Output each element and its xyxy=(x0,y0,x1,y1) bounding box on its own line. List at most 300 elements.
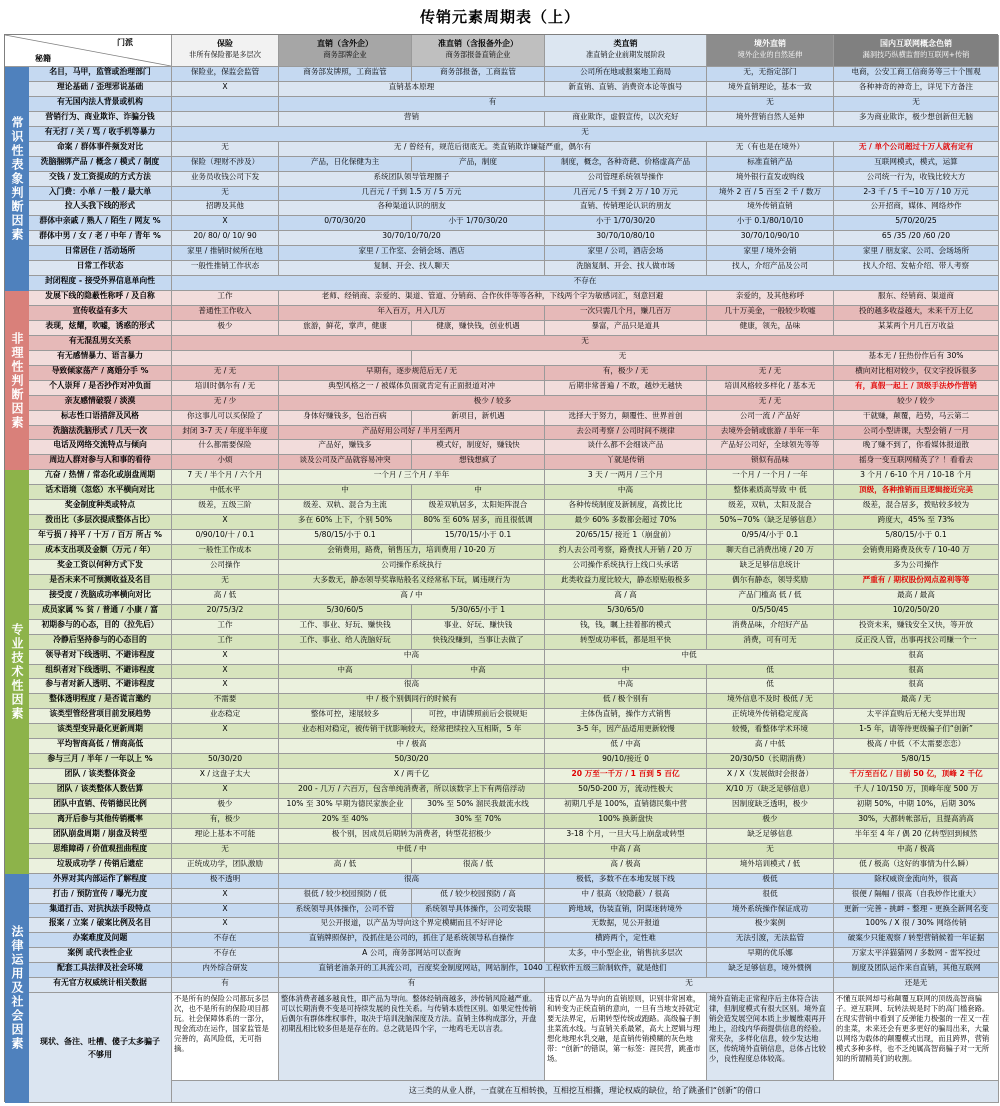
row-label: 标志性口语措辞及风格 xyxy=(29,411,172,426)
row-label: 思维障碍 / 价值观扭曲程度 xyxy=(29,844,172,859)
table-cell: 50%~70%（缺乏足够信息） xyxy=(707,515,834,530)
table-cell: 无 xyxy=(172,336,999,351)
row-label: 有无国内法人背景或机构 xyxy=(29,97,172,112)
table-cell: 公司统一行为，收钱比较大方 xyxy=(834,172,999,187)
table-cell: 反正没人管，出事再找公司赚一个一 xyxy=(834,635,999,650)
row-label: 垃圾成功学 / 传销后遗症 xyxy=(29,859,172,874)
table-cell: 1-5 年，请等待更级骗子们“创新” xyxy=(834,724,999,739)
row-label: 群体中亲戚 / 熟人 / 陌生 / 网友 % xyxy=(29,216,172,231)
table-cell: 5/30/65/小于 1 xyxy=(412,605,545,620)
table-cell: 旅游，鲜花，掌声，健康 xyxy=(279,321,412,336)
table-cell: 直销基本原理 xyxy=(279,82,545,97)
table-cell: 顶级，各种推销而且逻辑接近完美 xyxy=(834,485,999,500)
table-cell: 培训风格较多样化 / 基本无 xyxy=(707,381,834,396)
row-label: 有无感情暴力、语言暴力 xyxy=(29,351,172,366)
table-cell: 投的越多收益越大，未来千万上亿 xyxy=(834,306,999,321)
periodic-table-grid xyxy=(4,34,998,1102)
table-cell: 丫就是传销 xyxy=(545,455,707,470)
table-cell: 境外培训模式 / 低 xyxy=(707,859,834,874)
row-label: 领导者对下线透明、不避讳程度 xyxy=(29,650,172,665)
section-label-3: 专业技术性因素 xyxy=(5,470,29,873)
table-cell: 级差、双轨、混合为主流 xyxy=(279,500,412,515)
row-label: 拨出比（多层次提成整体占比） xyxy=(29,515,172,530)
table-cell: 很高 xyxy=(834,665,999,680)
table-cell: 早期有，逐步规范后无 / 无 xyxy=(279,366,545,381)
table-cell: 无 xyxy=(412,351,834,366)
table-cell: 高 / 中 xyxy=(279,590,545,605)
table-cell xyxy=(172,112,279,127)
table-cell: 健康，领先，品味 xyxy=(707,321,834,336)
table-cell: 中高 / 高 xyxy=(545,844,707,859)
table-cell: 想钱想疯了 xyxy=(412,455,545,470)
table-cell: 老师、经销商、亲爱的、渠道、管道、分销商、合作伙伴等等各种，下线两个字为敏感词汇，刻意回避 xyxy=(279,291,707,306)
table-cell: 理论上基本不可能 xyxy=(172,829,279,844)
row-label: 配套工具法律及社会环境 xyxy=(29,963,172,978)
table-cell: 无，无指定部门 xyxy=(707,67,834,82)
column-header-subtitle: 商务部牌企业 xyxy=(323,50,367,59)
table-cell: X/10 万（缺乏足够信息） xyxy=(707,784,834,799)
row-label: 整体透明程度 / 是否谎言邀约 xyxy=(29,694,172,709)
column-header-subtitle: 商务部报备直销企业 xyxy=(445,50,511,59)
table-cell: 极少案例 xyxy=(707,918,834,933)
table-cell: 很便 / 隔幅 / 很高（自我炒作比重大） xyxy=(834,889,999,904)
table-cell: 典型风格之一 / 被媒体负面就肯定有正面报道对冲 xyxy=(279,381,545,396)
table-cell: 200 - 几万 / 六百万，包含单纯消费者，所以该数字上下有两倍浮动 xyxy=(279,784,545,799)
table-cell: 约人去公司考察，路费找人开销 / 20 万 xyxy=(545,545,707,560)
table-cell: 消费品味，介绍好产品 xyxy=(707,620,834,635)
column-header-name: 准直销（含报备外企） xyxy=(438,39,518,48)
row-label: 群体中男 / 女 / 老 / 中年 / 青年 % xyxy=(29,231,172,246)
table-cell: 很低 xyxy=(707,889,834,904)
table-cell: X xyxy=(172,82,279,97)
table-cell: 初期 50%，中期 10%，后期 30% xyxy=(834,799,999,814)
row-label: 组织者对下线透明、不避讳程度 xyxy=(29,665,172,680)
column-header-name: 国内互联网概念色销 xyxy=(880,39,952,48)
table-cell: 锁似有品味 xyxy=(707,455,834,470)
page-title: 传销元素周期表（上） xyxy=(419,8,580,26)
table-cell: 20/ 80/ 0/ 10/ 90 xyxy=(172,231,279,246)
section-label-1: 常识性表象判断因素 xyxy=(5,67,29,291)
table-cell: 家里 / 推销时候所在地 xyxy=(172,246,279,261)
table-cell: 产品，制度 xyxy=(412,157,545,172)
table-cell: 极少 / 较多 xyxy=(279,396,707,411)
table-cell: 境外 2 百 / 5 百至 2 千 / 数万 xyxy=(707,187,834,202)
table-cell: 太平洋直购后无秘大变异出现 xyxy=(834,709,999,724)
table-cell: 很高 xyxy=(834,679,999,694)
table-cell: 转型成功率低，都是坦平快 xyxy=(545,635,707,650)
remarks-cell: 不是所有的保险公司都玩多层次，也不是所有的保险项目都玩。社会保障体系的一部分，现金流动在运作，国家监管是完善的，高风险低，无可指摘。 xyxy=(172,993,279,1081)
table-cell: 极个别，因成员后期转为消费者，转型花招极少 xyxy=(279,829,545,844)
row-label: 宣传收益有多大 xyxy=(29,306,172,321)
table-cell: 产品好公司好，全球领先等等 xyxy=(707,440,834,455)
corner-bottom-label: 秘籍 xyxy=(35,54,51,63)
table-cell: 50/30/20 xyxy=(172,754,279,769)
table-cell: 业务员收钱公司下发 xyxy=(172,172,279,187)
column-header-name: 类直销 xyxy=(613,39,638,48)
table-cell: 无 / 单个公司超过十万人就有定有 xyxy=(834,142,999,157)
table-cell: 摇身一变互联网精英了？！看看去 xyxy=(834,455,999,470)
table-cell: 横跨两个，定性难 xyxy=(545,933,707,948)
table-cell: 高 / 低 xyxy=(279,859,412,874)
column-header-subtitle: 漏洞技巧纵横监督的互联网+传销 xyxy=(862,50,970,59)
table-cell: 50/30/20 xyxy=(279,754,545,769)
table-cell: 还是无 xyxy=(834,978,999,993)
column-header-subtitle: 非所有保险都是多层次 xyxy=(189,50,261,59)
table-cell: 3-18 个月，一旦大马上崩盘或转型 xyxy=(545,829,707,844)
table-cell: 不存在 xyxy=(172,933,279,948)
row-label: 平均智商高低 / 情商高低 xyxy=(29,739,172,754)
table-cell: 会销费用路费及伙专 / 10-40 万 xyxy=(834,545,999,560)
table-cell: 高 / 高 xyxy=(545,590,707,605)
table-cell: 有，真假一起上 / 顶级手法炒作营销 xyxy=(834,381,999,396)
table-cell: 早期的优乐娜 xyxy=(707,948,834,963)
row-label: 交钱 / 发工资提成的方式方法 xyxy=(29,172,172,187)
table-cell: 招聘及其他 xyxy=(172,201,279,216)
table-cell: 缺乏足够信息 xyxy=(707,829,834,844)
table-cell: 3 天 / 一两月 / 三个月 xyxy=(545,470,707,485)
row-label: 日常工作状态 xyxy=(29,261,172,276)
row-label: 导致倾家荡产 / 离婚分手 % xyxy=(29,366,172,381)
table-cell: 几十万美金，一般较少吹嘘 xyxy=(707,306,834,321)
table-cell: 较慢，看整体学术环境 xyxy=(707,724,834,739)
table-cell: 最高 / 最高 xyxy=(834,590,999,605)
table-cell: 很高 / 低 xyxy=(412,859,545,874)
row-label: 接受度 / 洗脑成功率横向对比 xyxy=(29,590,172,605)
table-cell: 65 /35 /20 /60 /20 xyxy=(834,231,999,246)
table-cell: 很高 xyxy=(834,650,999,665)
table-cell: 15/70/15/小于 0.1 xyxy=(412,530,545,545)
table-cell: 公司操作 xyxy=(172,560,279,575)
table-cell: 5/80/15/小于 0.1 xyxy=(279,530,412,545)
table-cell: 无 / 无 xyxy=(707,396,834,411)
table-cell: 有 xyxy=(279,97,707,112)
row-label: 电话及网络交流特点与倾向 xyxy=(29,440,172,455)
row-label: 理论基础 / 歪理邪说基础 xyxy=(29,82,172,97)
table-cell: 跨度大，45% 至 73% xyxy=(834,515,999,530)
column-header-3 xyxy=(412,35,545,67)
table-cell: 产品门槛高 低 / 低 xyxy=(707,590,834,605)
table-cell: 干就赚，颠覆，趋势，马云第二 xyxy=(834,411,999,426)
table-cell: 5/30/60/5 xyxy=(279,605,412,620)
column-header-6 xyxy=(834,35,999,67)
table-cell: 钱，钱，瞩上挂着都的模式 xyxy=(545,620,707,635)
table-cell: 无 xyxy=(172,844,279,859)
table-cell: 中高 / 极高 xyxy=(834,844,999,859)
table-cell: 较少 / 较少 xyxy=(834,396,999,411)
row-label: 表现，炫耀，吹嘘，诱惑的形式 xyxy=(29,321,172,336)
row-label: 年亏损 / 持平 / 十万 / 百万 所占 % xyxy=(29,530,172,545)
table-cell: 晚了赚不到了，你看媒体报道散 xyxy=(834,440,999,455)
table-cell: X xyxy=(172,679,279,694)
row-label: 离开后参与其他传销概率 xyxy=(29,814,172,829)
table-cell: 此类收益力度比较大，静态原贴般极多 xyxy=(545,575,707,590)
table-cell: 小烦 xyxy=(172,455,279,470)
row-label: 入门费：小单 / 一般 / 最大单 xyxy=(29,187,172,202)
row-label: 团队 / 该类整体人数估算 xyxy=(29,784,172,799)
table-cell: 谈什么都不会细谈产品 xyxy=(545,440,707,455)
row-label: 是否未来不可预测收益及名目 xyxy=(29,575,172,590)
table-cell: 中 xyxy=(412,485,545,500)
table-cell: 大多数无，静态领导奖靠贴般名义经常私下玩，属违规行为 xyxy=(279,575,545,590)
table-cell: 低 / 极高（这好的事情为什么瞬） xyxy=(834,859,999,874)
row-label: 团队中直销、传销德民比例 xyxy=(29,799,172,814)
table-cell: 10% 至 30% 早期为德民家族企业 xyxy=(279,799,412,814)
table-cell: 服东、经销商、渠道商 xyxy=(834,291,999,306)
table-cell: 系统领导具体操作，公司安装眼 xyxy=(412,904,545,919)
table-cell: 不存在 xyxy=(172,276,999,291)
table-cell: 100% / X 很 / 30% 网络传销 xyxy=(834,918,999,933)
table-cell: 有，极少 / 无 xyxy=(545,366,707,381)
table-cell: 产品好，赚钱多 xyxy=(279,440,412,455)
table-cell: X xyxy=(172,216,279,231)
table-cell: 千万至百亿 / 目前 50 亿，顶峰 2 千亿 xyxy=(834,769,999,784)
table-cell: 高 / 低 xyxy=(172,590,279,605)
table-cell: 公司小型讲课，大型会销 / 一月 xyxy=(834,426,999,441)
table-cell: 基本无 / 狂热份作后有 30% xyxy=(834,351,999,366)
remarks-cell: 违背以产品为导向的直销原则，识别非常困难，和转变为正统直销的意向，一旦有当地支持就定要无法界定，后期转型传统或跑路。高级骗子割韭菜流水线。与直销关系最紧，高大上逻辑与理想化地理水乳交融，是直销传销模糊的灰色地带：“创新”的错误，第一标签：涯民营，跳蚤市场。 xyxy=(545,993,707,1081)
table-cell: 无 xyxy=(172,127,999,142)
table-cell: 极低，多数不在本地发展下线 xyxy=(545,874,707,889)
table-cell: 50/50-200 万，流动性极大 xyxy=(545,784,707,799)
table-cell: 家里 / 境外会销 xyxy=(707,246,834,261)
row-label: 封闭程度 - 接受外界信息单向性 xyxy=(29,276,172,291)
table-cell: 公司管理系统领导操作 xyxy=(545,172,707,187)
table-cell: 公司一流 / 产品好 xyxy=(707,411,834,426)
row-label: 办案难度及问题 xyxy=(29,933,172,948)
table-cell: 暴富，产品只是道具 xyxy=(545,321,707,336)
row-label: 该类型管经营项目前发展趋势 xyxy=(29,709,172,724)
table-cell: 20/30/50（长期消费） xyxy=(707,754,834,769)
table-cell: 去境外会销或旅游 / 半年一年 xyxy=(707,426,834,441)
table-cell: 谈及公司及产品就容易冲突 xyxy=(279,455,412,470)
row-label: 成员家属 % 贫 / 普通 / 小康 / 富 xyxy=(29,605,172,620)
table-cell: 20/65/15/ 接近 1（崩盘前） xyxy=(545,530,707,545)
table-cell: 无 xyxy=(545,978,834,993)
table-cell: 无（有也是在境外） xyxy=(707,142,834,157)
table-cell: 内外综合研发 xyxy=(172,963,279,978)
table-cell: 无 xyxy=(172,575,279,590)
table-cell: 商务部报备，工商监管 xyxy=(412,67,545,82)
table-cell: 3 个月 / 6-10 个月 / 10-18 个月 xyxy=(834,470,999,485)
table-cell: 级差，混合居多，拨贴较多较为 xyxy=(834,500,999,515)
table-cell: 30/70/10/90/10 xyxy=(707,231,834,246)
table-cell: 保险业，保监会监管 xyxy=(172,67,279,82)
table-cell: 业态相对稳定，被传销干扰影响较大，经常把续拉入互相斯，5 年 xyxy=(279,724,545,739)
table-cell: 新项目，新机遇 xyxy=(412,411,545,426)
table-cell: 很高 xyxy=(279,874,545,889)
table-cell: X xyxy=(172,724,279,739)
corner-diagonal-line xyxy=(5,35,171,66)
table-cell: 20/75/3/2 xyxy=(172,605,279,620)
table-cell: 10/20/50/20 xyxy=(834,605,999,620)
table-cell: 健康，赚快钱，创业机遇 xyxy=(412,321,545,336)
table-cell: 无 / 曾经有，规范后彻底无。类直销欺诈嫌疑严重，偶尔有 xyxy=(279,142,707,157)
table-cell: 多为商业欺诈，极少想创新但无脑 xyxy=(834,112,999,127)
table-cell: 产品好用公司好 / 半月至两月 xyxy=(279,426,545,441)
table-cell: 境外传销直销 xyxy=(707,201,834,216)
table-cell: 无数据，见公开报道 xyxy=(545,918,707,933)
row-label: 周边人群对参与人和事的看待 xyxy=(29,455,172,470)
table-cell: 很高 xyxy=(279,679,545,694)
table-cell: 业态稳定 xyxy=(172,709,279,724)
table-cell: 5/80/15 xyxy=(834,754,999,769)
table-cell: 商务部发牌照，工商监管 xyxy=(279,67,412,82)
table-cell: 选择大于努力，颠覆性、世界首创 xyxy=(545,411,707,426)
row-label: 发展下线的隐蔽性称呼 / 及自称 xyxy=(29,291,172,306)
table-cell: 整体可控，速展较多 xyxy=(279,709,412,724)
table-cell: 一个月 / 一个月 / 一年 xyxy=(707,470,834,485)
table-cell: X xyxy=(172,650,279,665)
table-cell: 5/70/20/25 xyxy=(834,216,999,231)
row-label: 集道打击、对抗执法手段特点 xyxy=(29,904,172,919)
column-header-subtitle: 准直销企业前期发展阶段 xyxy=(585,50,666,59)
table-cell: 极少 xyxy=(707,814,834,829)
row-label: 名目，马甲，监管或治理部门 xyxy=(29,67,172,82)
table-cell: 5/80/15/小于 0.1 xyxy=(834,530,999,545)
table-cell: 境外营销自然人延伸 xyxy=(707,112,834,127)
table-cell: 公开招商，媒体、网络炒作 xyxy=(834,201,999,216)
column-header-1 xyxy=(172,35,279,67)
column-header-2 xyxy=(279,35,412,67)
table-cell: 0/90/10/十 / 0.1 xyxy=(172,530,279,545)
table-cell: 新直销、直销、消费资本论等旗号 xyxy=(545,82,707,97)
table-cell: 会销费用，路费，销售压力，培训费用 / 10-20 万 xyxy=(279,545,545,560)
table-cell: 家里 / 朋友家、公司、会场场所 xyxy=(834,246,999,261)
row-label: 营销行为、商业欺诈、诈骗分钱 xyxy=(29,112,172,127)
table-cell xyxy=(172,97,279,112)
table-cell: 低 xyxy=(707,665,834,680)
section-label-4: 法律运用及社会因素 xyxy=(5,874,29,1104)
table-cell: 30%，大都转帐部后，且提高消高 xyxy=(834,814,999,829)
row-label: 成本支出项及金额（万元 / 年） xyxy=(29,545,172,560)
table-cell: 投资未来，赚钱安全又快，等开放 xyxy=(834,620,999,635)
row-label: 个人崇拜 / 是否抄作对冲负面 xyxy=(29,381,172,396)
table-cell: 营销 xyxy=(279,112,545,127)
table-cell: 除权威资金流向外，很高 xyxy=(834,874,999,889)
table-cell: 你这事儿可以买保险了 xyxy=(172,411,279,426)
table-cell: 中高 xyxy=(545,679,707,694)
table-cell: 高 / 中低 xyxy=(707,739,834,754)
table-cell: 20% 至 40% xyxy=(279,814,412,829)
table-cell: 培训时偶尔有 / 无 xyxy=(172,381,279,396)
table-cell: 30/70/10/80/10 xyxy=(545,231,707,246)
row-label: 拉人头我下线的形式 xyxy=(29,201,172,216)
table-cell: 中高 xyxy=(412,665,545,680)
table-cell: 极少 xyxy=(172,321,279,336)
table-cell: 复制、开会、找人聊天 xyxy=(279,261,545,276)
table-cell: 中 / 极高 xyxy=(279,739,545,754)
table-cell: 亲爱的，及其他称呼 xyxy=(707,291,834,306)
table-cell: X xyxy=(172,784,279,799)
table-cell: 小于 0.1/80/10/10 xyxy=(707,216,834,231)
table-cell: 制度，概念，各种奇葩、价格虚高产品 xyxy=(545,157,707,172)
table-cell: 偶尔有静态，领导奖励 xyxy=(707,575,834,590)
table-cell: 80% 至 60% 居多，而且很低调 xyxy=(412,515,545,530)
table-cell: 30% 至 50% 溜民我最流水线 xyxy=(412,799,545,814)
row-label: 参与三月 / 半年 / 一年以上 % xyxy=(29,754,172,769)
table-cell: 无 xyxy=(707,97,834,112)
row-label: 洗脑法洗脑形式 / 几天一次 xyxy=(29,426,172,441)
table-cell: X xyxy=(172,665,279,680)
row-label: 命案 / 群体事件频发对比 xyxy=(29,142,172,157)
row-label: 冷静后坚持参与的心态目的 xyxy=(29,635,172,650)
table-cell: 千人 / 10/150 万，顶峰年度 500 万 xyxy=(834,784,999,799)
table-cell: 工作 xyxy=(172,291,279,306)
row-label: 奖金制度种类或特点 xyxy=(29,500,172,515)
table-cell: 整体素质高导致 中 低 xyxy=(707,485,834,500)
corner-header xyxy=(5,35,172,67)
row-label: 该类型变异最化更新周期 xyxy=(29,724,172,739)
table-cell: 最少 60% 多数都会超过 70% xyxy=(545,515,707,530)
table-cell: 级差双轨居多，太阳矩阵混合 xyxy=(412,500,545,515)
corner-top-label: 门派 xyxy=(117,38,133,47)
table-cell: 30/70/10/70/20 xyxy=(279,231,545,246)
table-cell: 各种传统制度及新制度，高拨比比 xyxy=(545,500,707,515)
row-label: 报案 / 立案 / 破案比例及名目 xyxy=(29,918,172,933)
row-label: 亢奋 / 热情 / 常态化或崩盘周期 xyxy=(29,470,172,485)
table-cell: 中低 / 中 xyxy=(279,844,545,859)
table-cell: 严重有 / 期权股份网点盈利等等 xyxy=(834,575,999,590)
table-cell: 有 xyxy=(172,978,279,993)
table-cell: 级差，双轨，太阳及混合 xyxy=(707,500,834,515)
table-cell: 去公司考察 / 公司时间不规律 xyxy=(545,426,707,441)
table-cell: 工作 xyxy=(172,635,279,650)
table-cell: 制度及团队运作来自直销，其他互联网 xyxy=(834,963,999,978)
table-cell: 中 / 极个别偶同行的时候有 xyxy=(279,694,545,709)
table-cell: 公司所在地或报案地工商局 xyxy=(545,67,707,82)
row-label: 日常居住 / 活动场所 xyxy=(29,246,172,261)
row-label: 有无官方权威统计相关数据 xyxy=(29,978,172,993)
table-cell: 3-5 年，因产品适用更新较慢 xyxy=(545,724,707,739)
remarks-footer: 这三类的从业人群，一直就在互相转换，互相挖互相撕，理论权威的缺位，给了跳蚤们“创新”的借口 xyxy=(172,1081,999,1103)
table-cell: 家里 / 工作室、会销会场、酒店 xyxy=(279,246,545,261)
table-cell: 有 xyxy=(279,978,545,993)
row-label: 参与者对新人透明、不避讳程度 xyxy=(29,679,172,694)
table-cell: 更新一完善 - 挑衅 - 整理 - 更换全新网名变 xyxy=(834,904,999,919)
table-cell: 无 / 无 xyxy=(707,366,834,381)
table-cell: 快钱没赚到，当事让去做了 xyxy=(412,635,545,650)
table-cell: 级差，五级三阶 xyxy=(172,500,279,515)
table-cell: 跨地域，伪装直销，阴谋迷转境外 xyxy=(545,904,707,919)
section-label-2: 非理性判断因素 xyxy=(5,291,29,470)
row-label: 亲友感情破裂 / 淡漠 xyxy=(29,396,172,411)
row-label: 打击 / 预防宣传 / 曝光力度 xyxy=(29,889,172,904)
table-cell: 境外直销理论，基本一致 xyxy=(707,82,834,97)
row-label: 有无打 / 关 / 骂 / 收手机等暴力 xyxy=(29,127,172,142)
table-cell: 公司操作系统执行 xyxy=(279,560,545,575)
column-header-name: 直销（含外企） xyxy=(317,39,373,48)
table-cell: 一次只需几个月，赚几百万 xyxy=(545,306,707,321)
table-cell: 中 / 很高（较隐蔽）/ 很高 xyxy=(545,889,707,904)
table-cell: 很低 / 较少校园预防 / 低 xyxy=(279,889,412,904)
table-cell: 高 / 极高 xyxy=(545,859,707,874)
table-cell: 极不透明 xyxy=(172,874,279,889)
table-cell: 低 / 中高 xyxy=(545,739,707,754)
table-cell: 事业、好玩、赚快钱 xyxy=(412,620,545,635)
table-cell: 封闭 3-7 天 / 年度半年度 xyxy=(172,426,279,441)
table-cell: X xyxy=(172,515,279,530)
table-cell: 中低 xyxy=(545,650,834,665)
table-cell: 低 / 较少校园预防 / 高 xyxy=(412,889,545,904)
table-cell: 直销、传销理论认识的朋友 xyxy=(545,201,707,216)
remarks-cell: 不懂互联网却号称颠覆互联网的顶级高智商骗子。逆互联网、玩转法规是时下的高门槛套路。在现实营销中看到了反弹能力极强的一茬又一茬的韭菜，未来还会有更多更好的骗局出来，大量以网络为载体的颠覆模式出现，而且跨界，营销模式多种多样，也不乏纯属高智商骗子对一无所知的所谓精英们的收割。 xyxy=(834,993,999,1081)
table-cell: 极低 xyxy=(707,874,834,889)
row-label: 有无混乱男女关系 xyxy=(29,336,172,351)
table-cell: 0/5/50/45 xyxy=(707,605,834,620)
table-cell: 保险（理财不涉及） xyxy=(172,157,279,172)
table-cell: X / 这盘子太大 xyxy=(172,769,279,784)
table-cell: 境外银行直发或购线 xyxy=(707,172,834,187)
